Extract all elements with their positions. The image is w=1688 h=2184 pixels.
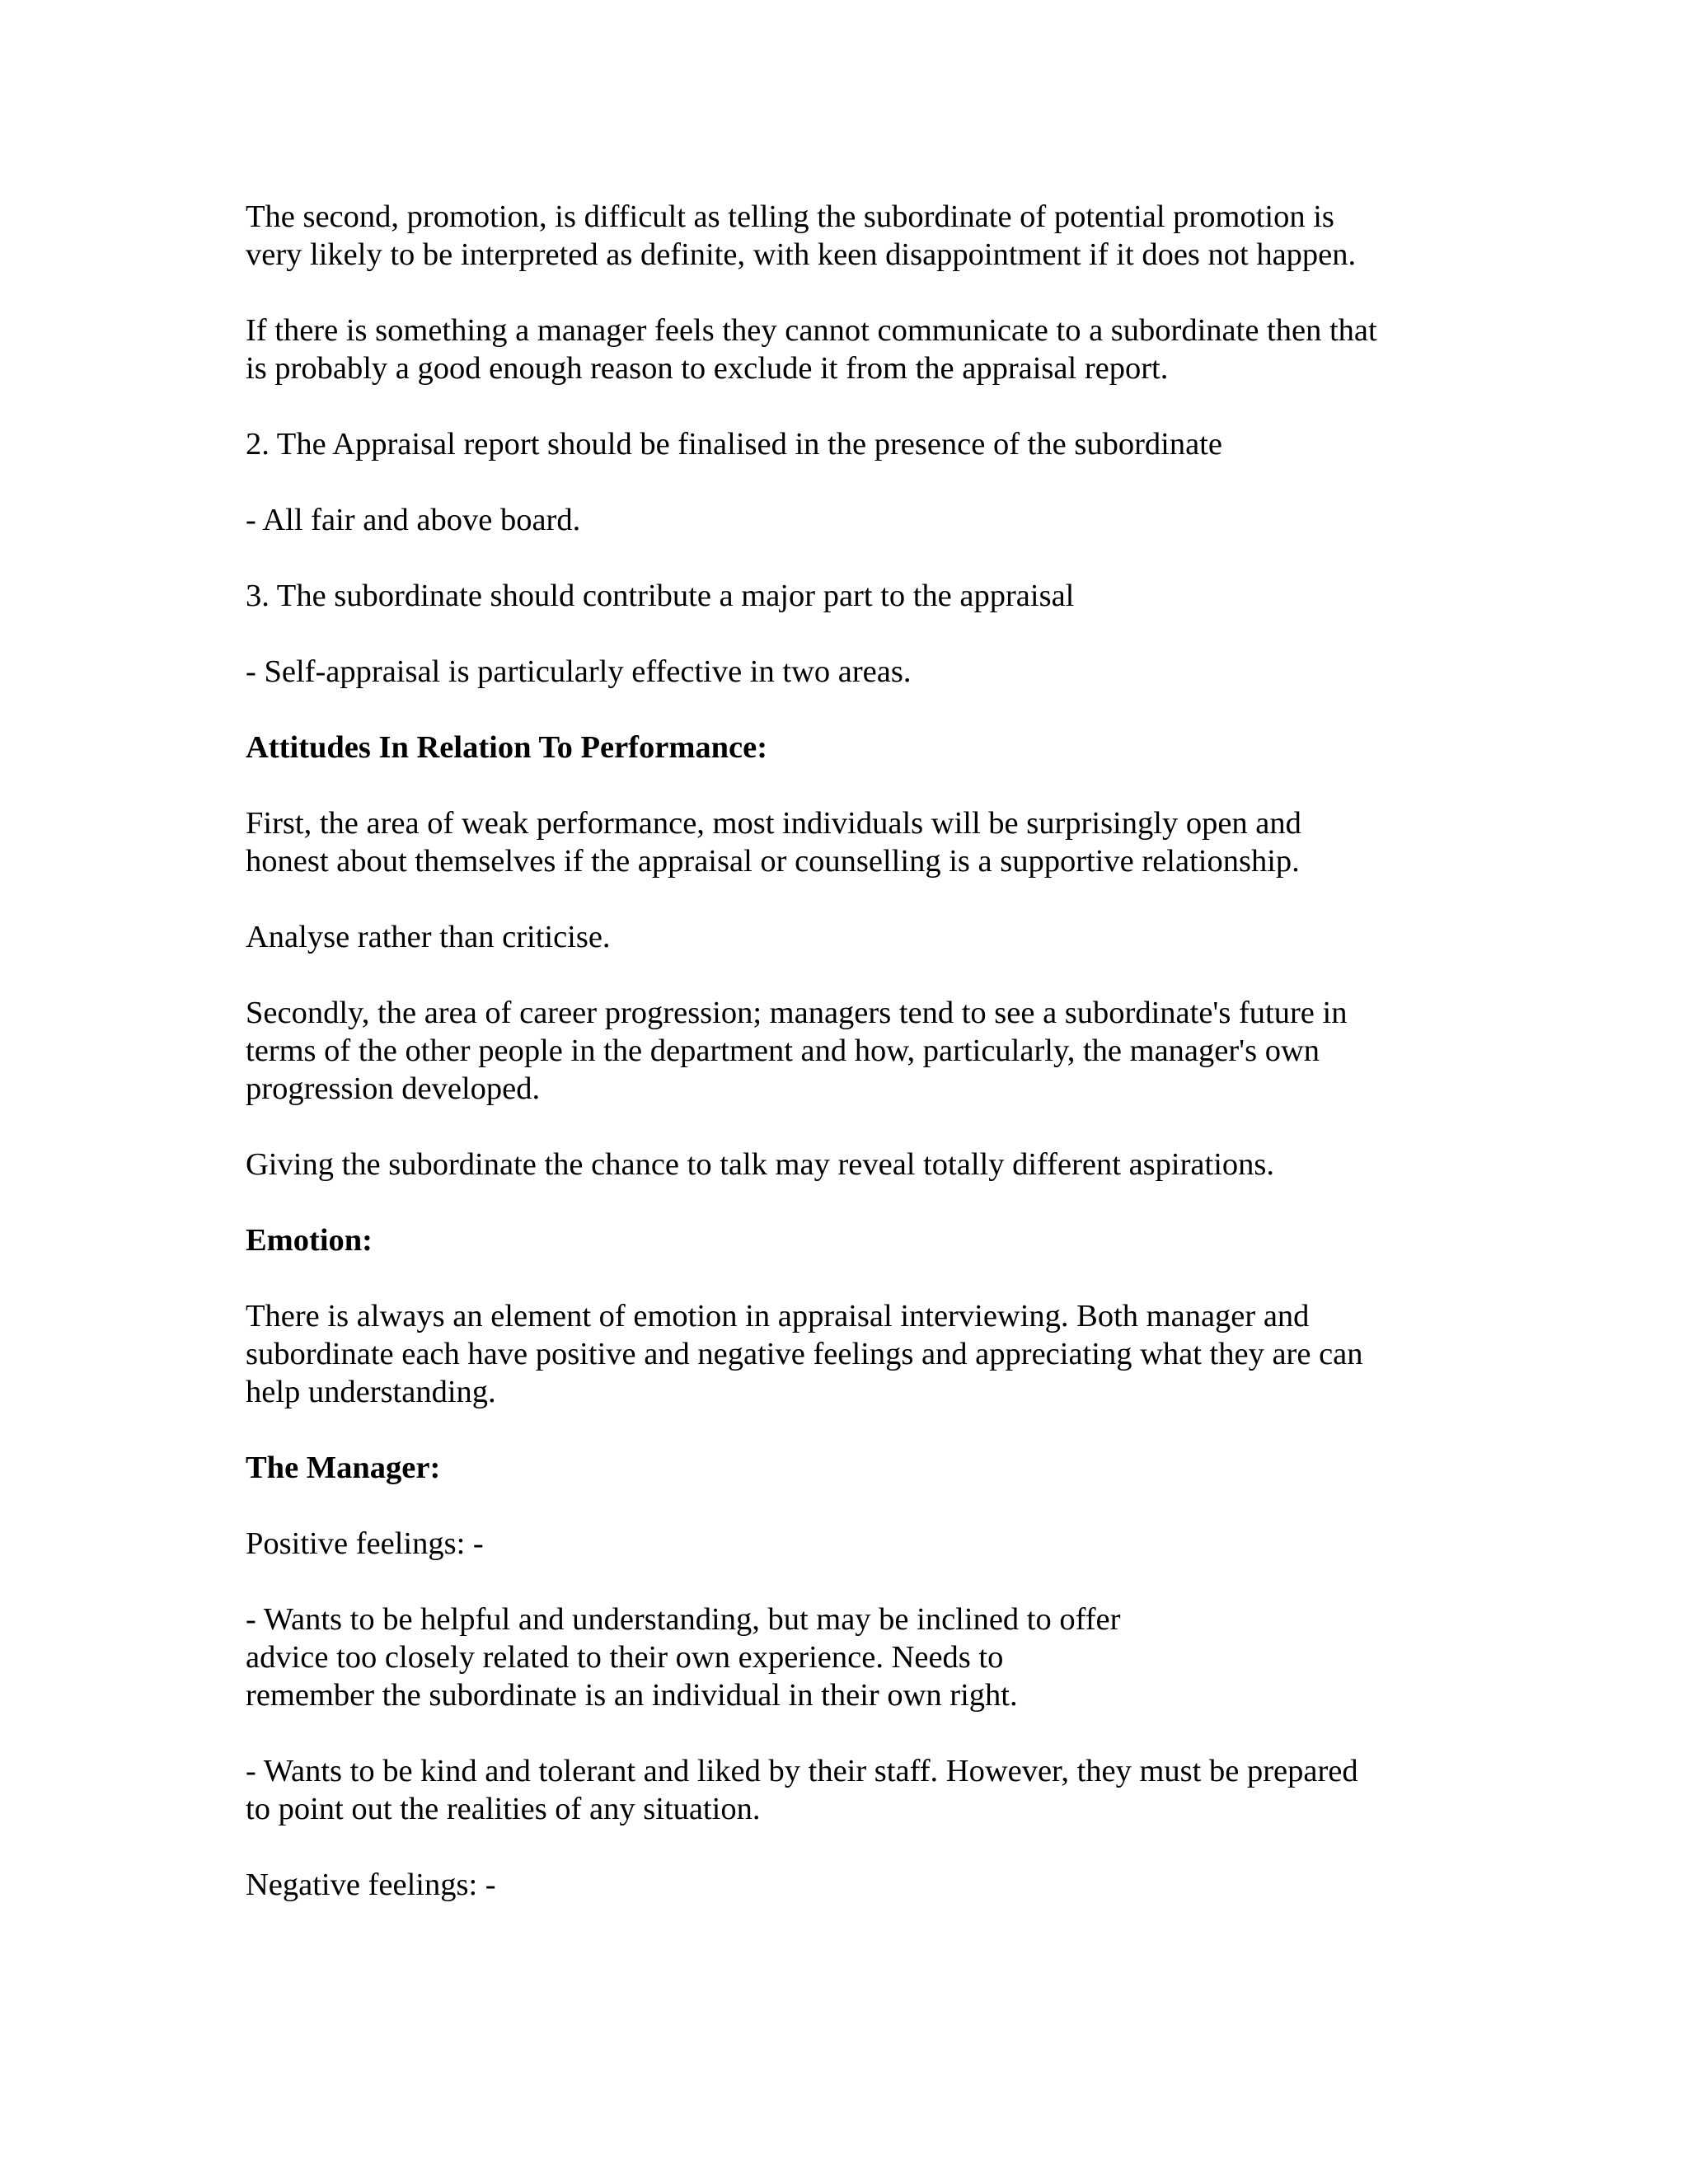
body-paragraph	[246, 501, 1482, 539]
section-heading	[246, 1449, 1482, 1487]
paragraph-line: - Self-appraisal is particularly effective in two areas.	[246, 654, 912, 689]
paragraph-line: First, the area of weak performance, most individuals will be surprisingly open and	[246, 806, 1301, 841]
body-paragraph	[246, 1866, 1482, 1904]
paragraph-line: very likely to be interpreted as definite, with keen disappointment if it does not happen.	[246, 237, 1357, 272]
paragraph-line: The second, promotion, is difficult as telling the subordinate of potential promotion is	[246, 199, 1334, 234]
paragraph-line: Negative feelings: -	[246, 1868, 496, 1902]
section-heading	[246, 729, 1482, 766]
paragraph-line: Giving the subordinate the chance to talk may reveal totally different aspirations.	[246, 1147, 1274, 1182]
body-paragraph	[246, 425, 1482, 463]
paragraph-line: subordinate each have positive and negative feelings and appreciating what they are can	[246, 1337, 1363, 1371]
paragraph-line: - Wants to be helpful and understanding, but may be inclined to offer	[246, 1602, 1121, 1637]
body-paragraph	[246, 994, 1482, 1108]
body-paragraph	[246, 1297, 1482, 1411]
paragraph-line: remember the subordinate is an individual in their own right.	[246, 1678, 1018, 1713]
paragraph-line: If there is something a manager feels they cannot communicate to a subordinate then that	[246, 313, 1377, 348]
paragraph-line: progression developed.	[246, 1071, 541, 1106]
section-heading	[246, 1221, 1482, 1259]
paragraph-line: 2. The Appraisal report should be finalised in the presence of the subordinate	[246, 427, 1222, 462]
body-paragraph	[246, 1525, 1482, 1563]
paragraph-line: honest about themselves if the appraisal or counselling is a supportive relationship.	[246, 844, 1300, 879]
body-paragraph	[246, 653, 1482, 691]
paragraph-line: Secondly, the area of career progression; managers tend to see a subordinate's future in	[246, 996, 1348, 1030]
heading-text: The Manager:	[246, 1451, 441, 1485]
paragraph-line: help understanding.	[246, 1375, 496, 1409]
body-paragraph	[246, 918, 1482, 956]
body-paragraph	[246, 1146, 1482, 1183]
body-paragraph	[246, 804, 1482, 880]
paragraph-line: advice too closely related to their own experience. Needs to	[246, 1640, 1004, 1675]
body-paragraph	[246, 198, 1482, 274]
paragraph-line: - Wants to be kind and tolerant and liked by their staff. However, they must be prepared	[246, 1754, 1358, 1788]
heading-text: Attitudes In Relation To Performance:	[246, 730, 768, 765]
body-paragraph	[246, 312, 1482, 387]
paragraph-line: Positive feelings: -	[246, 1526, 484, 1561]
body-paragraph	[246, 1601, 1482, 1714]
paragraph-line: There is always an element of emotion in appraisal interviewing. Both manager and	[246, 1299, 1310, 1333]
paragraph-line: terms of the other people in the department and how, particularly, the manager's own	[246, 1033, 1320, 1068]
paragraph-line: Analyse rather than criticise.	[246, 920, 611, 954]
body-paragraph	[246, 577, 1482, 615]
body-paragraph	[246, 1752, 1482, 1828]
paragraph-line: to point out the realities of any situation.	[246, 1792, 761, 1826]
paragraph-line: is probably a good enough reason to exclude it from the appraisal report.	[246, 351, 1169, 386]
heading-text: Emotion:	[246, 1223, 373, 1258]
document-page	[246, 198, 1482, 1942]
paragraph-line: 3. The subordinate should contribute a major part to the appraisal	[246, 579, 1075, 613]
paragraph-line: - All fair and above board.	[246, 503, 581, 537]
